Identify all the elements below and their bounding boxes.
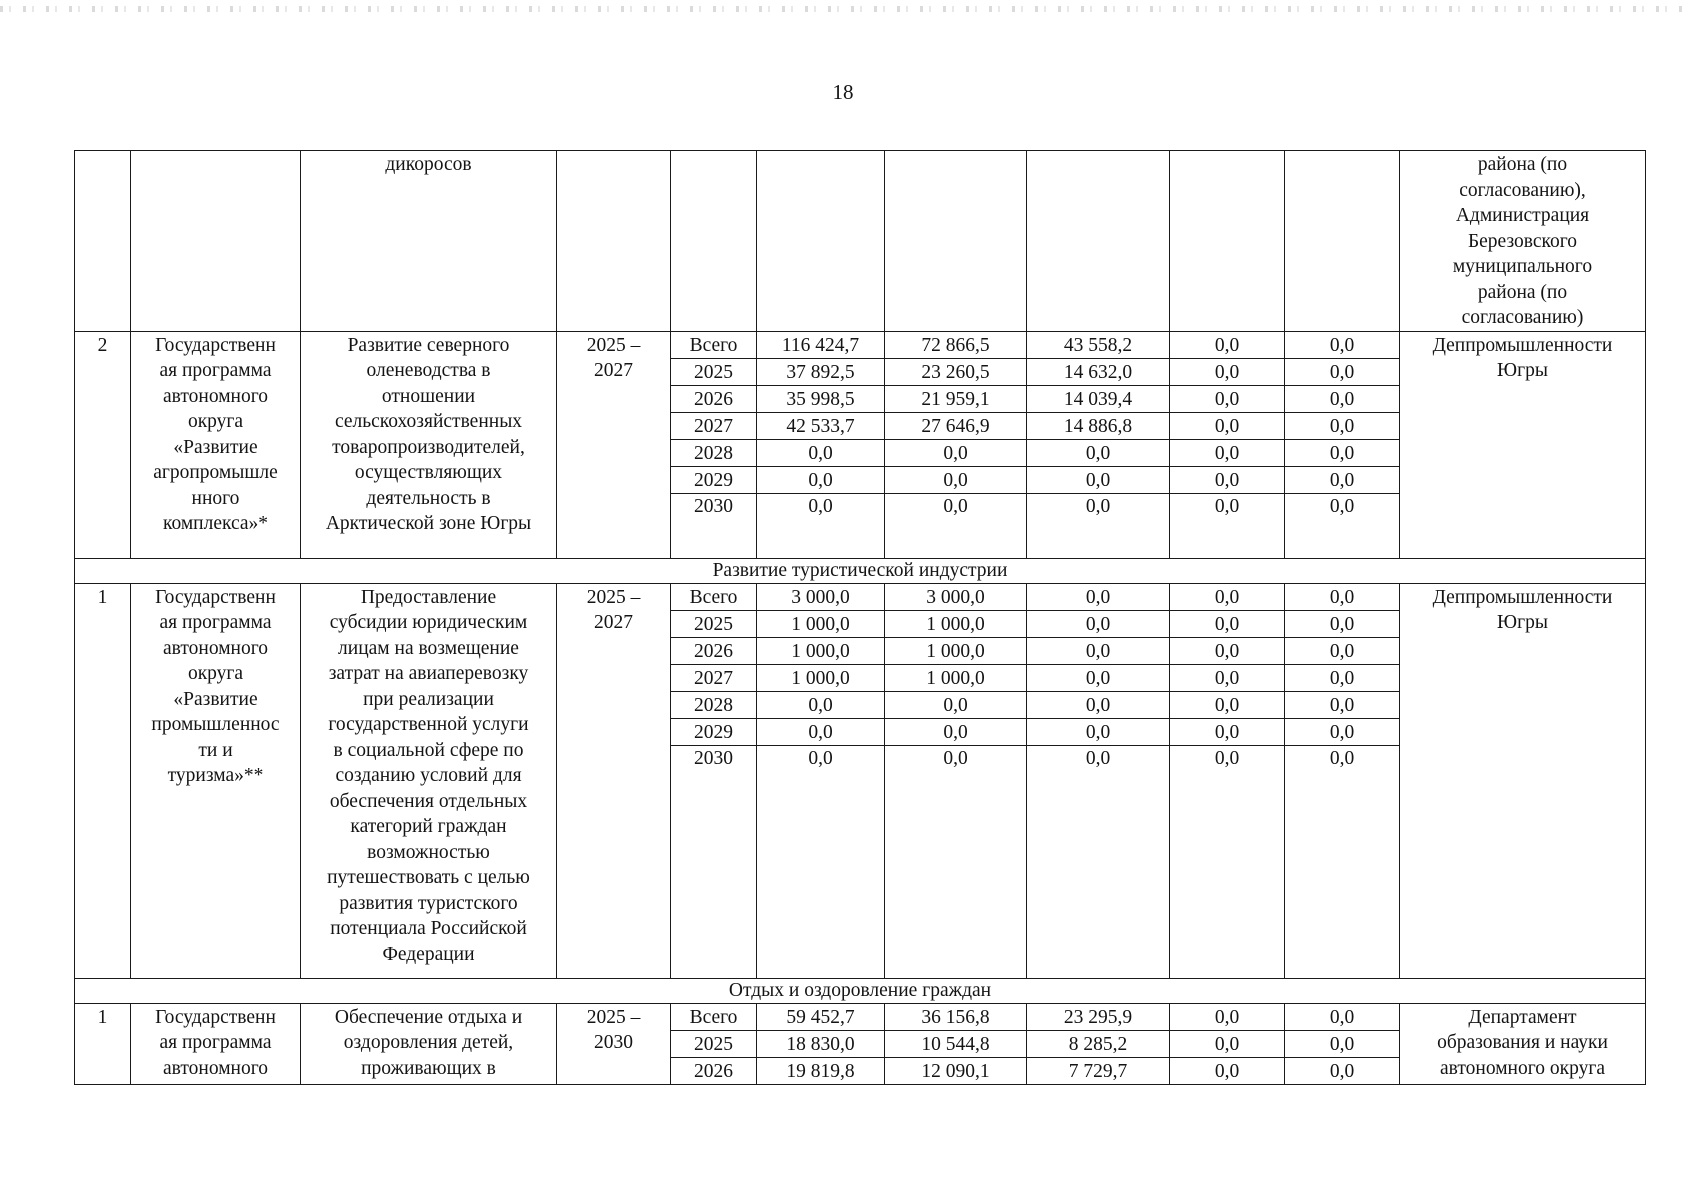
amount-cell: 0,0 — [1170, 610, 1285, 637]
amount-cell: 10 544,8 — [885, 1030, 1027, 1057]
amount-cell: 36 156,8 — [885, 1003, 1027, 1030]
year-cell: 2027 — [671, 412, 757, 439]
amount-cell: 0,0 — [1285, 493, 1400, 558]
amount-cell: 14 886,8 — [1027, 412, 1170, 439]
section-header-row — [75, 558, 1646, 583]
year-cell: Всего — [671, 583, 757, 610]
amount-cell: 0,0 — [1170, 439, 1285, 466]
amount-cell: 0,0 — [1285, 583, 1400, 610]
amount-cell: 0,0 — [1170, 1030, 1285, 1057]
row-number: 2 — [75, 331, 131, 558]
amount-cell: 0,0 — [1170, 637, 1285, 664]
amount-cell: 0,0 — [1027, 664, 1170, 691]
amount-cell: 59 452,7 — [757, 1003, 885, 1030]
amount-cell: 0,0 — [1170, 691, 1285, 718]
amount-cell: 116 424,7 — [757, 331, 885, 358]
finance-row — [75, 331, 1646, 358]
amount-cell: 0,0 — [1027, 583, 1170, 610]
row-number: 1 — [75, 583, 131, 978]
year-cell: 2028 — [671, 691, 757, 718]
year-cell: 2029 — [671, 718, 757, 745]
amount-cell: 0,0 — [1027, 691, 1170, 718]
amount-cell: 19 819,8 — [757, 1057, 885, 1084]
section-header-row — [75, 978, 1646, 1003]
amount-cell: 0,0 — [1285, 664, 1400, 691]
amount-cell: 0,0 — [1170, 583, 1285, 610]
year-cell: Всего — [671, 331, 757, 358]
amount-cell: 0,0 — [1027, 637, 1170, 664]
amount-cell: 0,0 — [1285, 1003, 1400, 1030]
amount-cell: 35 998,5 — [757, 385, 885, 412]
amount-cell: 0,0 — [1170, 1003, 1285, 1030]
amount-cell: 0,0 — [1285, 745, 1400, 978]
section-title: Развитие туристической индустрии — [75, 558, 1646, 583]
amount-cell: 0,0 — [1285, 718, 1400, 745]
period: 2025 – 2027 — [557, 583, 671, 978]
amount-cell: 1 000,0 — [757, 610, 885, 637]
amount-cell: 0,0 — [1285, 331, 1400, 358]
amount-cell: 8 285,2 — [1027, 1030, 1170, 1057]
amount-cell: 3 000,0 — [885, 583, 1027, 610]
amount-cell: 0,0 — [1170, 385, 1285, 412]
amount-cell: 0,0 — [1285, 637, 1400, 664]
finance-row — [75, 583, 1646, 610]
amount-cell: 0,0 — [757, 466, 885, 493]
activity-cell: дикоросов — [301, 151, 557, 332]
amount-cell: 1 000,0 — [885, 610, 1027, 637]
amount-cell: 42 533,7 — [757, 412, 885, 439]
amount-cell: 0,0 — [1285, 439, 1400, 466]
amount-cell: 0,0 — [1170, 493, 1285, 558]
amount-cell: 0,0 — [1170, 358, 1285, 385]
year-cell: 2028 — [671, 439, 757, 466]
amount-cell: 0,0 — [1285, 412, 1400, 439]
amount-cell: 1 000,0 — [757, 637, 885, 664]
amount-cell: 18 830,0 — [757, 1030, 885, 1057]
amount-cell: 0,0 — [1170, 1057, 1285, 1084]
continuation-row — [75, 151, 1646, 332]
responsible-executor: Департамент образования и науки автономного округа — [1400, 1003, 1646, 1084]
amount-cell: 0,0 — [885, 439, 1027, 466]
amount-cell: 12 090,1 — [885, 1057, 1027, 1084]
year-cell: Всего — [671, 1003, 757, 1030]
amount-cell: 0,0 — [1027, 745, 1170, 978]
amount-cell: 21 959,1 — [885, 385, 1027, 412]
responsible-executor: Деппромышленности Югры — [1400, 331, 1646, 558]
responsible-cell: района (по согласованию), Администрация Березовского муниципального района (по согласованию) — [1400, 151, 1646, 332]
amount-cell: 0,0 — [1027, 439, 1170, 466]
amount-cell: 0,0 — [1027, 466, 1170, 493]
amount-cell: 1 000,0 — [885, 664, 1027, 691]
amount-cell: 0,0 — [1170, 745, 1285, 978]
year-cell: 2026 — [671, 1057, 757, 1084]
program-name: Государственн ая программа автономного — [131, 1003, 301, 1084]
amount-cell: 0,0 — [1285, 691, 1400, 718]
amount-cell: 23 295,9 — [1027, 1003, 1170, 1030]
period: 2025 – 2027 — [557, 331, 671, 558]
amount-cell: 1 000,0 — [885, 637, 1027, 664]
year-cell: 2025 — [671, 358, 757, 385]
section-title: Отдых и оздоровление граждан — [75, 978, 1646, 1003]
amount-cell: 1 000,0 — [757, 664, 885, 691]
amount-cell: 0,0 — [1285, 1030, 1400, 1057]
program-name: Государственн ая программа автономного округа «Развитие промышленнос ти и туризма»** — [131, 583, 301, 978]
year-cell: 2027 — [671, 664, 757, 691]
amount-cell: 0,0 — [1027, 493, 1170, 558]
amount-cell: 72 866,5 — [885, 331, 1027, 358]
amount-cell: 0,0 — [1285, 385, 1400, 412]
period: 2025 – 2030 — [557, 1003, 671, 1084]
finance-row — [75, 1003, 1646, 1030]
amount-cell: 0,0 — [885, 466, 1027, 493]
year-cell: 2029 — [671, 466, 757, 493]
amount-cell: 0,0 — [885, 691, 1027, 718]
amount-cell: 0,0 — [1285, 358, 1400, 385]
amount-cell: 0,0 — [1170, 664, 1285, 691]
amount-cell: 0,0 — [1285, 466, 1400, 493]
amount-cell: 0,0 — [1285, 1057, 1400, 1084]
amount-cell: 0,0 — [757, 691, 885, 718]
amount-cell: 37 892,5 — [757, 358, 885, 385]
amount-cell: 27 646,9 — [885, 412, 1027, 439]
amount-cell: 0,0 — [1285, 610, 1400, 637]
year-cell: 2025 — [671, 1030, 757, 1057]
amount-cell: 23 260,5 — [885, 358, 1027, 385]
activity-description: Обеспечение отдыха и оздоровления детей, проживающих в — [301, 1003, 557, 1084]
amount-cell: 0,0 — [757, 718, 885, 745]
amount-cell: 0,0 — [1027, 718, 1170, 745]
amount-cell: 0,0 — [1027, 610, 1170, 637]
row-number: 1 — [75, 1003, 131, 1084]
scan-edge-noise — [0, 6, 1686, 12]
page-number: 18 — [832, 80, 854, 104]
year-cell: 2026 — [671, 637, 757, 664]
program-name: Государственн ая программа автономного округа «Развитие агропромышле нного комплекса»* — [131, 331, 301, 558]
amount-cell: 0,0 — [885, 718, 1027, 745]
funding-table — [74, 150, 1646, 1085]
year-cell: 2030 — [671, 493, 757, 558]
amount-cell: 7 729,7 — [1027, 1057, 1170, 1084]
amount-cell: 0,0 — [885, 493, 1027, 558]
amount-cell: 0,0 — [1170, 412, 1285, 439]
amount-cell: 0,0 — [885, 745, 1027, 978]
amount-cell: 0,0 — [757, 493, 885, 558]
amount-cell: 14 039,4 — [1027, 385, 1170, 412]
amount-cell: 3 000,0 — [757, 583, 885, 610]
amount-cell: 0,0 — [757, 439, 885, 466]
year-cell: 2030 — [671, 745, 757, 978]
responsible-executor: Деппромышленности Югры — [1400, 583, 1646, 978]
amount-cell: 14 632,0 — [1027, 358, 1170, 385]
year-cell: 2025 — [671, 610, 757, 637]
amount-cell: 0,0 — [1170, 466, 1285, 493]
amount-cell: 43 558,2 — [1027, 331, 1170, 358]
amount-cell: 0,0 — [1170, 331, 1285, 358]
activity-description: Предоставление субсидии юридическим лицам на возмещение затрат на авиаперевозку при реализации государственной услуги в социальной сфере по созданию условий для обеспечения отдельных категорий граждан возможностью путешествовать с целью развития туристского потенциала Российской Федерации — [301, 583, 557, 978]
year-cell: 2026 — [671, 385, 757, 412]
activity-description: Развитие северного оленеводства в отношении сельскохозяйственных товаропроизводителей, осуществляющих деятельность в Арктической зоне Югры — [301, 331, 557, 558]
amount-cell: 0,0 — [1170, 718, 1285, 745]
amount-cell: 0,0 — [757, 745, 885, 978]
